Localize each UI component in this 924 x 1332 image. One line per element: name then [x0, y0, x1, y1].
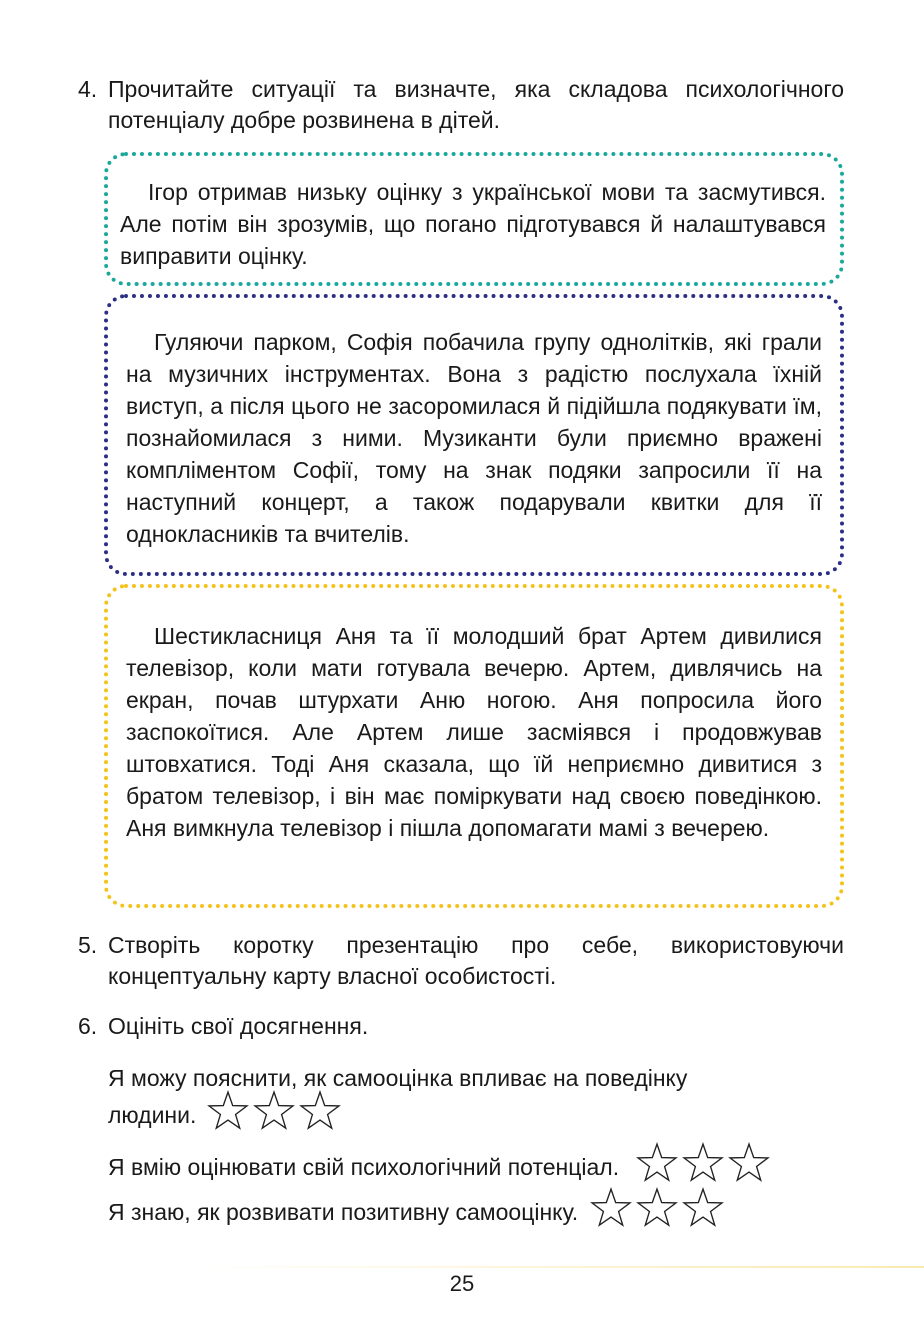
task-6 — [78, 1011, 844, 1042]
assessment-item-1 — [108, 1063, 687, 1138]
assessment-item-3 — [108, 1193, 724, 1235]
situation-text: Шестикласниця Аня та її молодший брат Артем дивилися телевізор, коли мати готувала вечерю. Артем, дивлячись на екран, почав штурхати Аню ногою. Аня попросила його заспокоїтися. Але Артем лише засміявся і продовжував штовхатися. Тоді Аня сказала, що їй неприємно дивитися з братом телевізор, і він має поміркувати над своєю поведінкою. Аня вимкнула телевізор і пішла допомагати мамі з вечерею. — [126, 623, 822, 841]
situation-box-igor — [104, 152, 844, 286]
star-outline-icon[interactable] — [728, 1142, 770, 1184]
task-number: 4. — [78, 76, 98, 102]
star-outline-icon[interactable] — [299, 1090, 341, 1132]
assessment-text: Я можу пояснити, як самооцінка впливає на поведінку — [108, 1065, 688, 1091]
assessment-text: людини. — [108, 1102, 197, 1129]
task-number: 5. — [78, 932, 98, 958]
task-4 — [78, 74, 844, 136]
situation-text: Ігор отримав низьку оцінку з української мови та засмутився. Але потім він зрозумів, що погано підготувався й налаштувався виправити оцінку. — [120, 179, 826, 269]
star-rating[interactable] — [636, 1142, 770, 1184]
task-text: Прочитайте ситуації та визначте, яка складова психологічного потенціалу добре розвинена в дітей. — [108, 76, 844, 133]
star-outline-icon[interactable] — [682, 1187, 724, 1229]
page-number: 25 — [449, 1271, 475, 1296]
task-text: Створіть коротку презентацію про себе, використовуючи концептуальну карту власної особистості. — [108, 932, 844, 989]
situation-box-sofia — [104, 294, 844, 576]
star-rating[interactable] — [590, 1187, 724, 1229]
situation-text: Гуляючи парком, Софія побачила групу однолітків, які грали на музичних інструментах. Вона з радістю послухала їхній виступ, а після цього не засоромилася й підійшла подякувати їм, познайомилася з ними. Музиканти були приємно вражені компліментом Софії, тому на знак подяки запросили її на наступний концерт, а також подарували квитки для її однокласників та вчителів. — [126, 329, 822, 547]
footer-divider — [180, 1266, 924, 1268]
assessment-text: Я вмію оцінювати свій психологічний потенціал. — [108, 1154, 620, 1181]
task-text: Оцініть свої досягнення. — [108, 1013, 369, 1039]
assessment-text: Я знаю, як розвивати позитивну самооцінку. — [108, 1199, 579, 1226]
star-outline-icon[interactable] — [590, 1187, 632, 1229]
situation-box-anya — [104, 584, 844, 908]
star-outline-icon[interactable] — [207, 1090, 249, 1132]
task-number: 6. — [78, 1013, 98, 1039]
assessment-item-2 — [108, 1148, 770, 1190]
star-outline-icon[interactable] — [253, 1090, 295, 1132]
star-outline-icon[interactable] — [636, 1142, 678, 1184]
star-outline-icon[interactable] — [682, 1142, 724, 1184]
task-5 — [78, 930, 844, 992]
star-rating[interactable] — [207, 1090, 341, 1132]
star-outline-icon[interactable] — [636, 1187, 678, 1229]
